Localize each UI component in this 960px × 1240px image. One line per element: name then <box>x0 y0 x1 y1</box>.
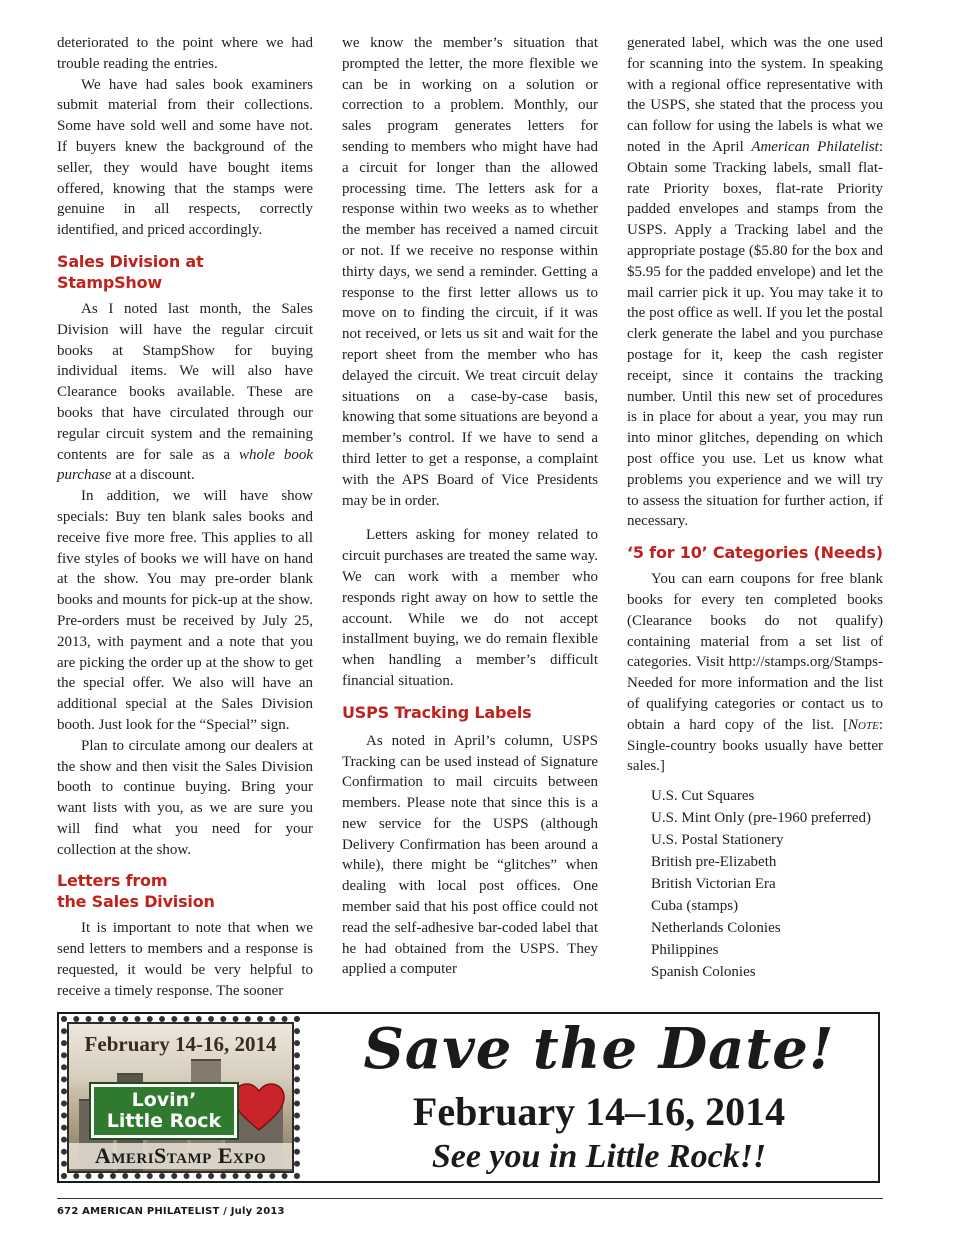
paragraph: We have had sales book examiners submit material from their collections. Some have sold well and some have not. If buyers knew the background of the seller, they would have bought items offered, knowing that the stamps were genuine in all respects, correctly identified, and priced accordingly. <box>57 76 313 239</box>
list-item: U.S. Postal Stationery <box>651 832 784 849</box>
list-item: Netherlands Colonies <box>651 920 781 937</box>
footer-divider <box>57 1198 883 1199</box>
section-heading-stampshow: Sales Division at StampShow <box>57 251 204 292</box>
column-2 <box>342 33 598 980</box>
paragraph: we know the member’s situation that prompted the letter, the more flexible we can be in working on a solution or correction to a problem. Monthly, our sales program generates letters for sending to members who might have had a circuit for longer than the allowed processing time. The letters ask for a response within two weeks as to whether the member has received a named circuit or not. If we receive no response within thirty days, we send a reminder. Getting a response to the first letter allows us to move on to finding the circuit, if it was not received, or lets us sit and wait for the report sheet from the member who has delayed the circuit. We treat circuit delay situations on a case-by-case basis, knowing that some situations are beyond a member’s control. If we have to send a third letter to get a response, a complaint with the APS Board of Vice Presidents may be in order. <box>342 35 598 509</box>
section-heading-needs: ‘5 for 10’ Categories (Needs) <box>627 543 883 563</box>
column-1 <box>57 33 313 1002</box>
paragraph: It is important to note that when we send letters to members and a response is requested, it would be very helpful to receive a timely response. The sooner <box>57 920 313 999</box>
paragraph: You can earn coupons for free blank books for every ten completed books (Clearance books do not qualify) containing material from a set list of categories. Visit http://stamps.org/Stamps-Needed for more information and the list of qualifying categories or contact us to obtain a hard copy of the list. [Note: Single-country books usually have better sales.] <box>627 571 883 775</box>
save-the-date-title: Save the Date! <box>363 1016 835 1082</box>
paragraph: Plan to circulate among our dealers at the show and then visit the Sales Division booth to continue buying. Bring your want lists with you, as we are sure you will find what you need for your collection at the show. <box>57 737 313 858</box>
list-item: Spanish Colonies <box>651 964 756 981</box>
page-footer: 672 AMERICAN PHILATELIST / July 2013 <box>57 1206 285 1217</box>
list-item: Philippines <box>651 942 719 959</box>
column-3 <box>627 33 883 983</box>
list-item: British Victorian Era <box>651 876 776 893</box>
paragraph: As noted in April’s column, USPS Tracking can be used instead of Signature Confirmation to mail circuits between members. Please note that since this is a new service for the USPS (although Delivery Confirmation has been around a while), there might be “glitches” when dealing with local post offices. One member said that his post office could not read the self-adhesive bar-coded label that he had obtained from the USPS. They applied a computer <box>342 732 598 978</box>
paragraph: In addition, we will have show specials: Buy ten blank sales books and receive five more free. This applies to all five styles of books we will have on hand at the show. You may pre-order blank books and mounts for pick-up at the show. Pre-orders must be received by July 25, 2013, with payment and a note that you are picking the order up at the show to get the special offer. We also will have an additional special at the Sales Division booth. Just look for the “Special” sign. <box>57 488 313 733</box>
save-the-date-ad <box>57 1012 880 1183</box>
ameristamp-expo-stamp-graphic <box>59 1014 302 1181</box>
list-item: Cuba (stamps) <box>651 898 739 915</box>
section-heading-usps: USPS Tracking Labels <box>342 702 532 722</box>
stamp-image <box>67 1022 294 1173</box>
section-heading-letters: Letters from the Sales Division <box>57 871 215 912</box>
ameristamp-expo-label: AmeriStamp Expo <box>69 1143 292 1169</box>
paragraph: Letters asking for money related to circuit purchases are treated the same way. We can work with a member who responds right away on how to settle the account. While we do not accept installment buying, we do remain flexible when handling a member’s difficult financial situation. <box>342 527 598 689</box>
needs-category-list <box>651 785 883 983</box>
paragraph: As I noted last month, the Sales Division will have the regular circuit books at StampShow for buying individual items. We will also have Clearance books available. These are books that have circulated through our regular circuit system and the remaining contents are for sale as a whole book purchase at a discount. <box>57 300 313 484</box>
event-dates: February 14–16, 2014 <box>412 1089 786 1134</box>
lovin-little-rock-sign: Lovin’ Little Rock <box>91 1084 237 1138</box>
paragraph: generated label, which was the one used for scanning into the system. In speaking with a regional office representative with the USPS, she stated that the process you can follow for using the labels is what we noted in the April American Philatelist: Obtain some Tracking labels, small flat-rate Priority boxes, flat-rate Priority padded envelopes and stamps from the USPS. Apply a Tracking label and the appropriate postage ($5.80 for the box and $5.95 for the padded envelope) and let the mail carrier pick it up. You may take it to the post office as well. If you let the postal clerk generate the label and you purchase postage for it, keep the cash register receipt, since it contains the tracking number. Until this new set of procedures is in place for about a year, you may run into minor glitches, depending on which post office you use. Let us know what problems you experience and we will try to assess the situation for further action, if necessary. <box>627 35 883 530</box>
heart-icon <box>232 1082 286 1132</box>
event-subtitle: See you in Little Rock!! <box>431 1138 767 1175</box>
paragraph: deteriorated to the point where we had trouble reading the entries. <box>57 35 313 72</box>
list-item: U.S. Cut Squares <box>651 788 755 805</box>
stamp-date-text: February 14-16, 2014 <box>84 1032 277 1056</box>
list-item: U.S. Mint Only (pre-1960 preferred) <box>651 810 871 827</box>
list-item: British pre-Elizabeth <box>651 854 777 871</box>
